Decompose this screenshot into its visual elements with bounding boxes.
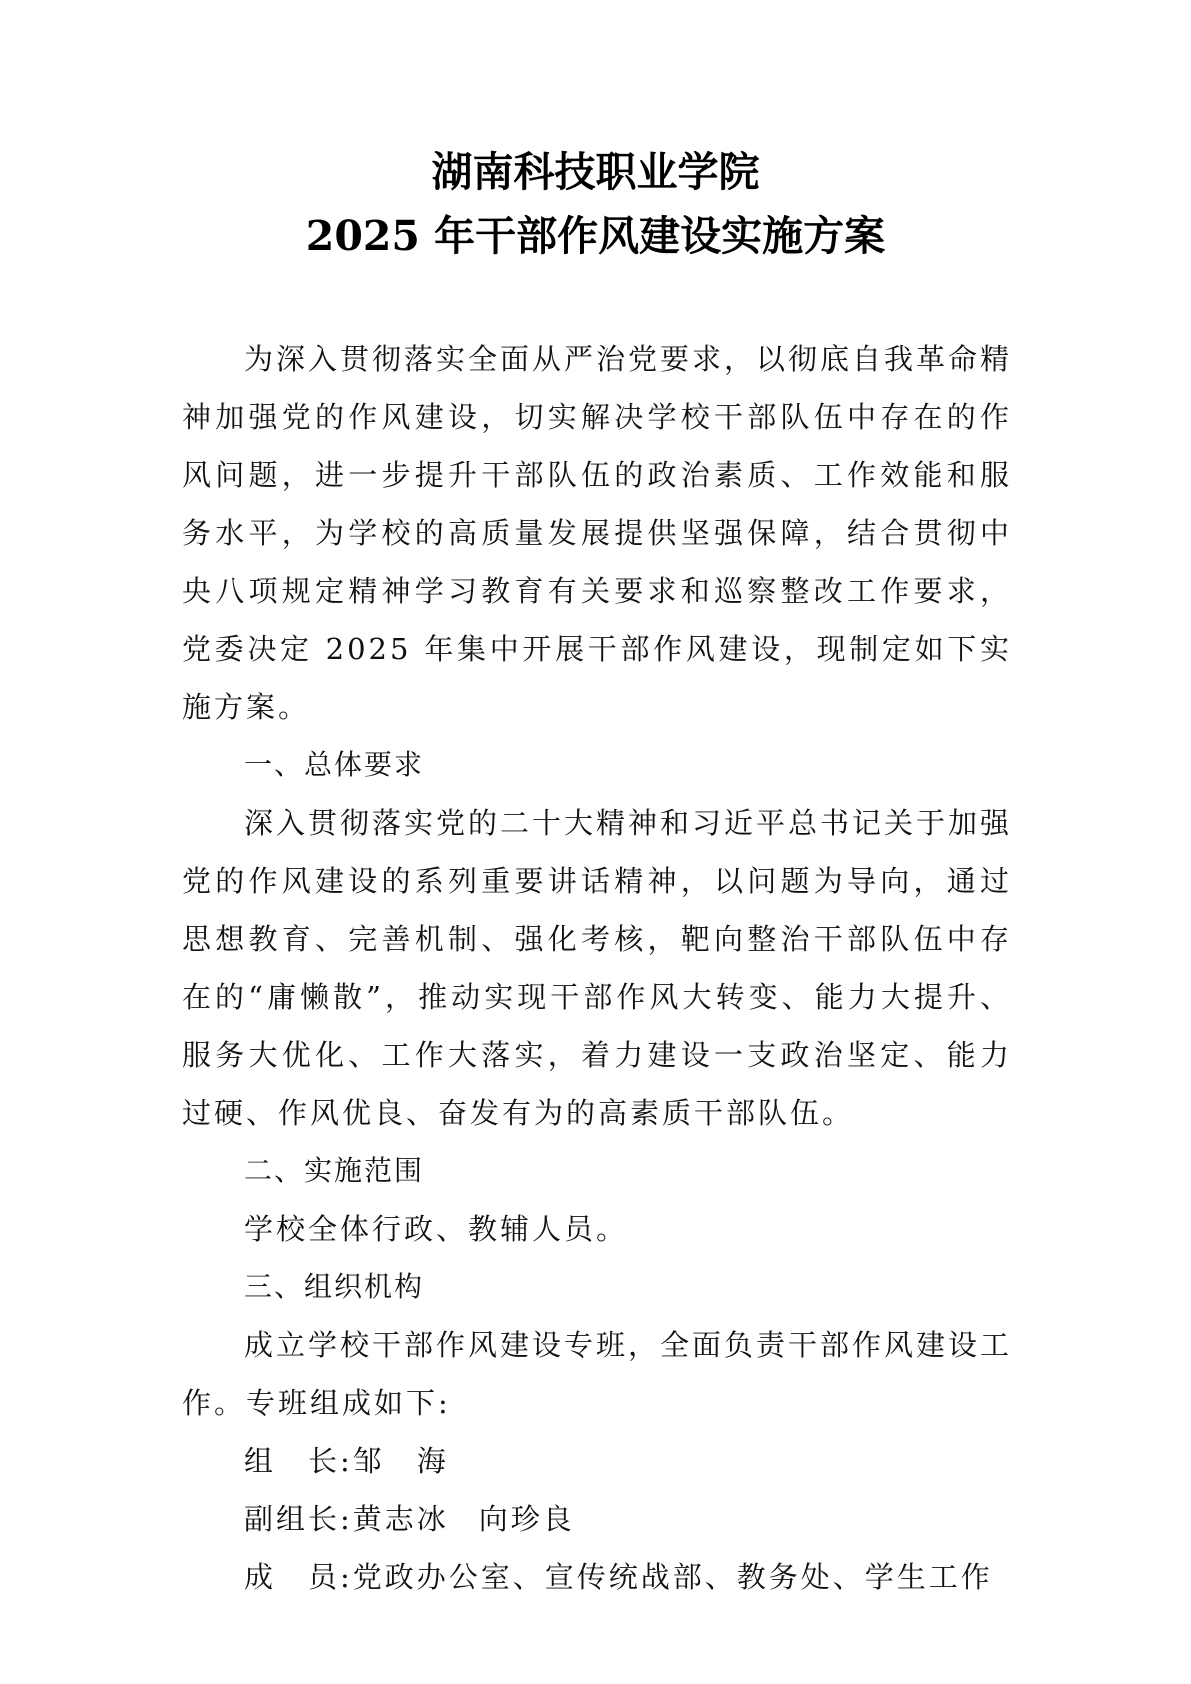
member-list: 党政办公室、宣传统战部、教务处、学生工作 bbox=[352, 1560, 993, 1594]
leader-label: 组 长: bbox=[244, 1444, 353, 1478]
document-title-line2: 2025 年干部作风建设实施方案 bbox=[305, 212, 886, 260]
document-title-line1: 湖南科技职业学院 bbox=[431, 148, 760, 196]
deputy-name-2: 向珍良 bbox=[478, 1502, 575, 1536]
deputy-name-1: 黄志冰 bbox=[352, 1502, 449, 1536]
section-text-overall-requirements: 深入贯彻落实党的二十大精神和习近平总书记关于加强党的作风建设的系列重要讲话精神，以问题为导向，通过思想教育、完善机制、强化考核，靶向整治干部队伍中存在的“庸懒散”，推动实现干部作风大转变、能力大提升、服务大优化、工作大落实，着力建设一支政治坚定、能力过硬、作风优良、奋发有为的高素质干部队伍。 bbox=[182, 806, 1013, 1130]
deputy-label: 副组长: bbox=[244, 1502, 353, 1536]
intro-paragraph: 为深入贯彻落实全面从严治党要求，以彻底自我革命精神加强党的作风建设，切实解决学校干部队伍中存在的作风问题，进一步提升干部队伍的政治素质、工作效能和服务水平，为学校的高质量发展提供坚强保障，结合贯彻中央八项规定精神学习教育有关要求和巡察整改工作要求，党委决定 2025 年集中开展干部作风建设，现制定如下实施方案。 bbox=[182, 342, 1013, 724]
section-heading-overall-requirements: 一、总体要求 bbox=[244, 748, 425, 781]
leader-name: 邹 海 bbox=[352, 1444, 449, 1478]
members-line bbox=[182, 1548, 1012, 1606]
leader-line bbox=[182, 1432, 1012, 1490]
document-body bbox=[182, 330, 1012, 1606]
deputy-leader-line bbox=[182, 1490, 1012, 1548]
section-text-scope: 学校全体行政、教辅人员。 bbox=[244, 1212, 629, 1246]
section-heading-scope: 二、实施范围 bbox=[244, 1154, 425, 1187]
member-label: 成 员: bbox=[244, 1560, 353, 1594]
section-heading-organization: 三、组织机构 bbox=[244, 1270, 425, 1303]
section-text-organization: 成立学校干部作风建设专班，全面负责干部作风建设工作。专班组成如下: bbox=[182, 1328, 1013, 1420]
